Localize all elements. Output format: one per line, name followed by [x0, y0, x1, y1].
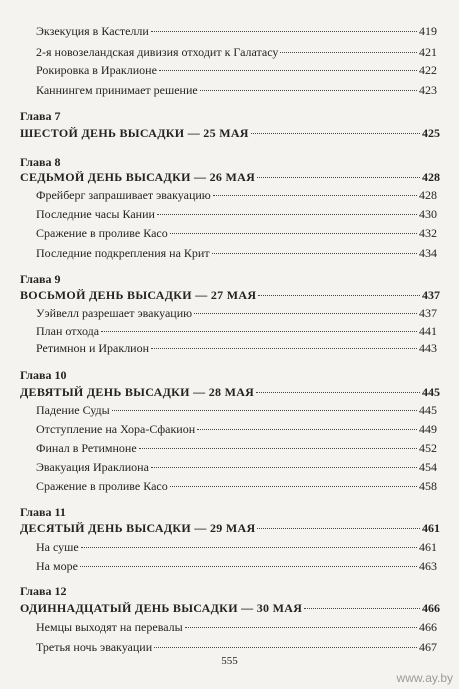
toc-entry[interactable] — [36, 559, 437, 573]
part-heading-entry[interactable] — [20, 126, 440, 140]
entry-page-number: 466 — [419, 620, 437, 634]
leader-dots — [194, 313, 417, 314]
entry-title: Последние часы Кании — [36, 207, 155, 221]
toc-entry[interactable] — [36, 83, 437, 97]
part-title: ДЕВЯТЫЙ ДЕНЬ ВЫСАДКИ — 28 МАЯ — [20, 385, 255, 399]
entry-title: Третья ночь эвакуации — [36, 640, 153, 654]
toc-entry[interactable] — [36, 324, 437, 338]
leader-dots — [213, 195, 417, 196]
entry-title: Сражение в проливе Касо — [36, 479, 168, 493]
leader-dots — [304, 608, 420, 609]
entry-page-number: 422 — [419, 63, 437, 77]
part-title: ДЕСЯТЫЙ ДЕНЬ ВЫСАДКИ — 29 МАЯ — [20, 521, 256, 535]
entry-page-number: 461 — [419, 540, 437, 554]
page-number: 555 — [221, 655, 238, 667]
toc-entry[interactable] — [36, 226, 437, 240]
toc-entry[interactable] — [36, 306, 437, 320]
leader-dots — [185, 627, 417, 628]
leader-dots — [258, 295, 420, 296]
entry-page-number: 449 — [419, 422, 437, 436]
entry-title: Финал в Ретимноне — [36, 441, 137, 455]
leader-dots — [212, 253, 417, 254]
leader-dots — [151, 348, 417, 349]
chapter-label: Глава 9 — [20, 272, 61, 286]
entry-page-number: 466 — [422, 601, 440, 615]
entry-page-number: 425 — [422, 126, 440, 140]
entry-page-number: 441 — [419, 324, 437, 338]
part-title: ШЕСТОЙ ДЕНЬ ВЫСАДКИ — 25 МАЯ — [20, 126, 249, 140]
entry-page-number: 445 — [422, 385, 440, 399]
toc-entry[interactable] — [36, 24, 437, 38]
leader-dots — [112, 410, 417, 411]
leader-dots — [101, 331, 417, 332]
entry-page-number: 463 — [419, 559, 437, 573]
entry-page-number: 432 — [419, 226, 437, 240]
leader-dots — [81, 547, 417, 548]
entry-title: Ретимнон и Ираклион — [36, 341, 150, 355]
entry-title: Рокировка в Ираклионе — [36, 63, 157, 77]
toc-entry[interactable] — [36, 620, 437, 634]
leader-dots — [170, 486, 417, 487]
chapter-label: Глава 8 — [20, 155, 61, 169]
toc-entry[interactable] — [36, 460, 437, 474]
leader-dots — [197, 429, 417, 430]
leader-dots — [151, 467, 417, 468]
chapter-label: Глава 7 — [20, 109, 61, 123]
entry-title: Уэйвелл разрешает эвакуацию — [36, 306, 193, 320]
toc-entry[interactable] — [36, 207, 437, 221]
entry-page-number: 437 — [419, 306, 437, 320]
part-title: ОДИННАДЦАТЫЙ ДЕНЬ ВЫСАДКИ — 30 МАЯ — [20, 601, 303, 615]
part-heading-entry[interactable] — [20, 601, 440, 615]
entry-page-number: 437 — [422, 288, 440, 302]
toc-entry[interactable] — [36, 403, 437, 417]
entry-page-number: 423 — [419, 83, 437, 97]
chapter-label: Глава 12 — [20, 584, 67, 598]
leader-dots — [257, 177, 420, 178]
entry-title: Экзекуция в Кастелли — [36, 24, 149, 38]
toc-entry[interactable] — [36, 188, 437, 202]
leader-dots — [139, 448, 417, 449]
part-title: СЕДЬМОЙ ДЕНЬ ВЫСАДКИ — 26 МАЯ — [20, 170, 256, 184]
entry-page-number: 430 — [419, 207, 437, 221]
entry-page-number: 452 — [419, 441, 437, 455]
chapter-label: Глава 10 — [20, 368, 67, 382]
entry-title: Падение Суды — [36, 403, 110, 417]
entry-title: Эвакуация Ираклиона — [36, 460, 149, 474]
entry-page-number: 419 — [419, 24, 437, 38]
leader-dots — [200, 90, 417, 91]
entry-page-number: 454 — [419, 460, 437, 474]
leader-dots — [170, 233, 417, 234]
entry-title: Каннингем принимает решение — [36, 83, 198, 97]
toc-entry[interactable] — [36, 422, 437, 436]
leader-dots — [251, 133, 420, 134]
entry-page-number: 443 — [419, 341, 437, 355]
leader-dots — [257, 528, 420, 529]
entry-page-number: 428 — [422, 170, 440, 184]
toc-entry[interactable] — [36, 441, 437, 455]
entry-page-number: 421 — [419, 45, 437, 59]
toc-entry[interactable] — [36, 640, 437, 654]
leader-dots — [256, 392, 420, 393]
part-heading-entry[interactable] — [20, 288, 440, 302]
part-heading-entry[interactable] — [20, 385, 440, 399]
part-heading-entry[interactable] — [20, 170, 440, 184]
entry-page-number: 467 — [419, 640, 437, 654]
leader-dots — [159, 70, 417, 71]
entry-title: Немцы выходят на перевалы — [36, 620, 183, 634]
toc-entry[interactable] — [36, 479, 437, 493]
entry-page-number: 428 — [419, 188, 437, 202]
entry-title: Сражение в проливе Касо — [36, 226, 168, 240]
leader-dots — [80, 566, 417, 567]
entry-page-number: 434 — [419, 246, 437, 260]
part-heading-entry[interactable] — [20, 521, 440, 535]
entry-title: План отхода — [36, 324, 100, 338]
chapter-label: Глава 11 — [20, 505, 66, 519]
entry-page-number: 461 — [422, 521, 440, 535]
toc-entry[interactable] — [36, 540, 437, 554]
leader-dots — [154, 647, 417, 648]
entry-title: Фрейберг запрашивает эвакуацию — [36, 188, 211, 202]
leader-dots — [280, 52, 417, 53]
entry-page-number: 458 — [419, 479, 437, 493]
entry-title: На море — [36, 559, 78, 573]
toc-entry[interactable] — [36, 341, 437, 355]
entry-title: Отступление на Хора-Сфакион — [36, 422, 196, 436]
toc-entry[interactable] — [36, 246, 437, 260]
part-title: ВОСЬМОЙ ДЕНЬ ВЫСАДКИ — 27 МАЯ — [20, 288, 257, 302]
leader-dots — [151, 31, 417, 32]
entry-title: 2-я новозеландская дивизия отходит к Галатасу — [36, 45, 279, 59]
entry-title: Последние подкрепления на Крит — [36, 246, 210, 260]
toc-entry[interactable] — [36, 63, 437, 77]
watermark: www.ay.by — [396, 671, 453, 685]
toc-entry[interactable] — [36, 45, 437, 59]
entry-title: На суше — [36, 540, 79, 554]
leader-dots — [157, 214, 417, 215]
entry-page-number: 445 — [419, 403, 437, 417]
